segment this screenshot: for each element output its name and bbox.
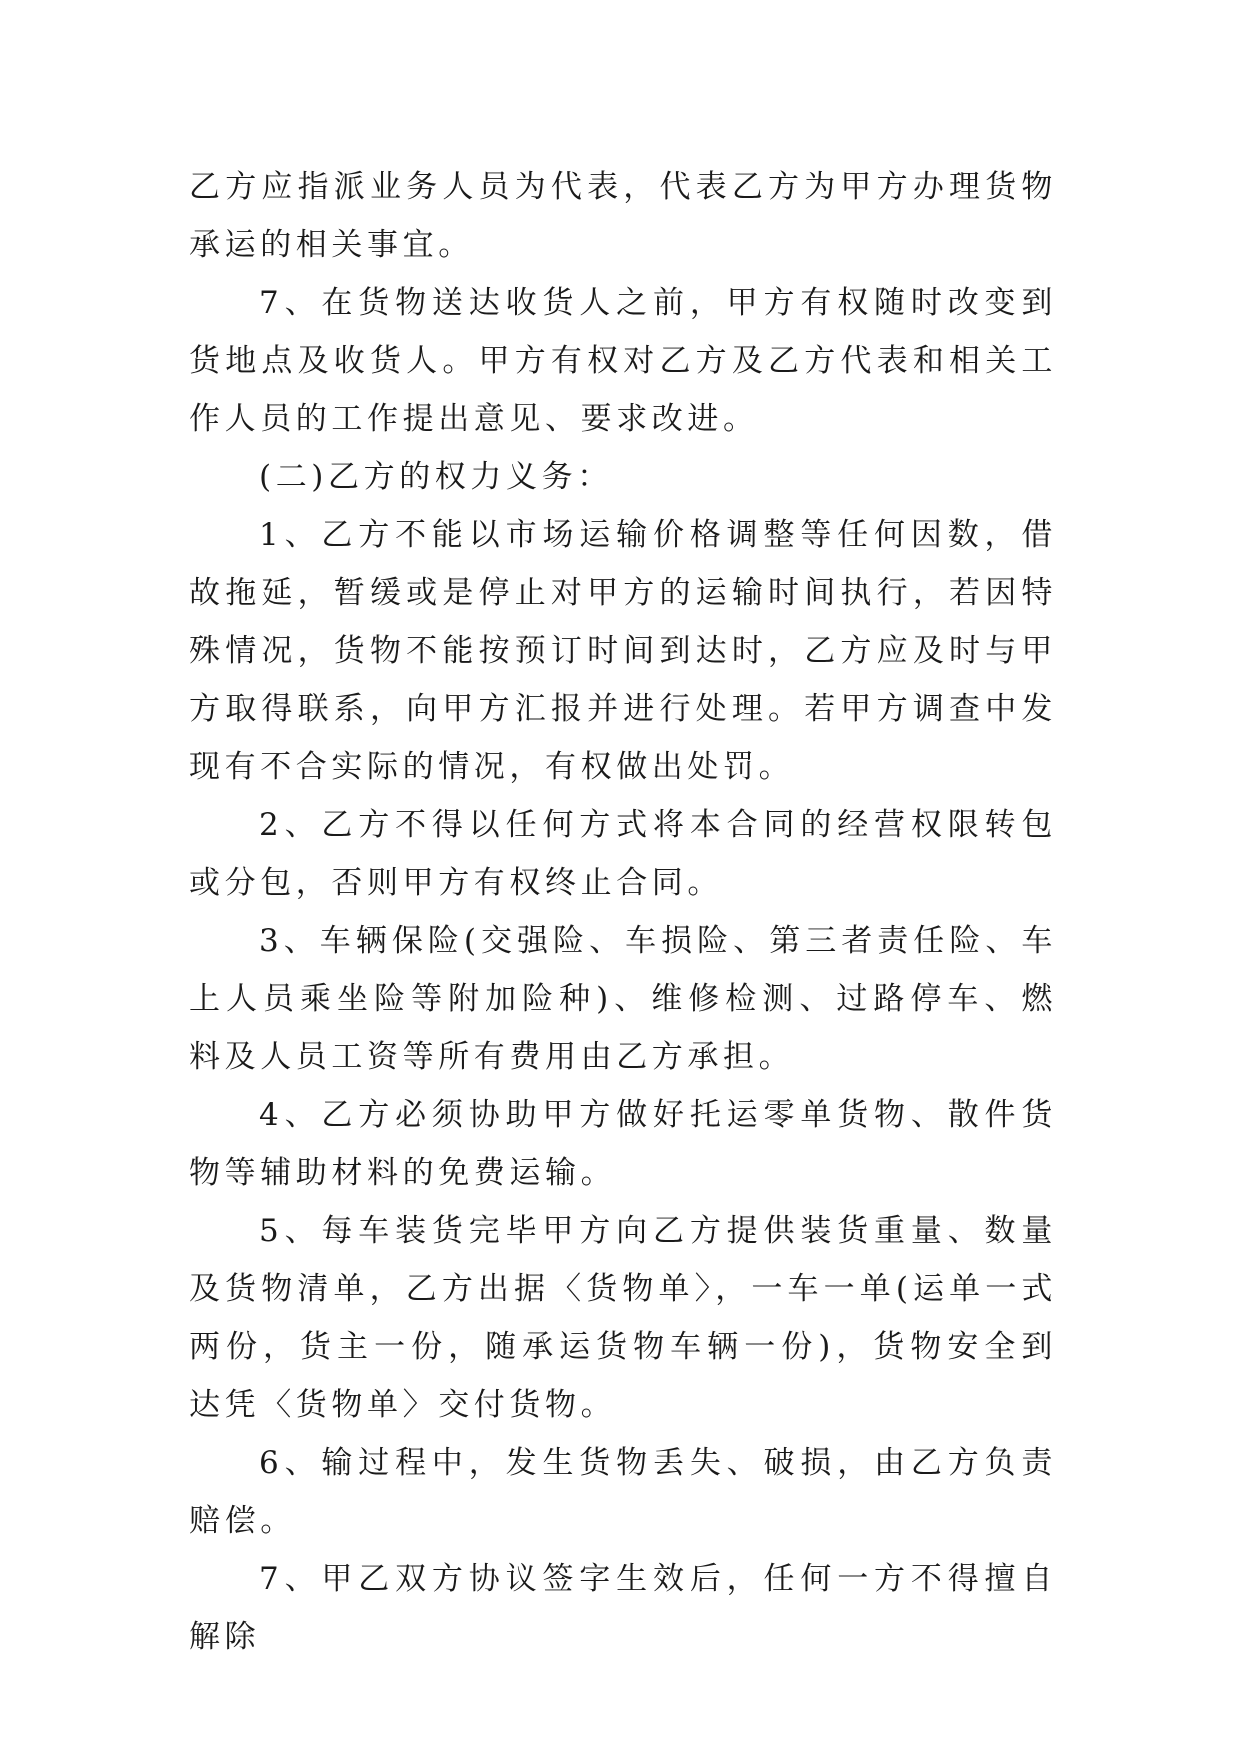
paragraph: 5、每车装货完毕甲方向乙方提供装货重量、数量及货物清单，乙方出据〈货物单〉，一车一单(运单一式两份，货主一份，随承运货物车辆一份)，货物安全到达凭〈货物单〉交付货物。 (189, 1213, 1057, 1423)
paragraph: 7、甲乙双方协议签字生效后，任何一方不得擅自解除 (189, 1561, 1057, 1655)
paragraph: 2、乙方不得以任何方式将本合同的经营权限转包或分包，否则甲方有权终止合同。 (189, 807, 1057, 901)
paragraph: 乙方应指派业务人员为代表，代表乙方为甲方办理货物承运的相关事宜。 (189, 169, 1057, 263)
section-heading: (二)乙方的权力义务： (259, 459, 613, 495)
paragraph: 6、输过程中，发生货物丢失、破损，由乙方负责赔偿。 (189, 1445, 1057, 1539)
paragraph: 1、乙方不能以市场运输价格调整等任何因数，借故拖延，暂缓或是停止对甲方的运输时间执行，若因特殊情况，货物不能按预订时间到达时，乙方应及时与甲方取得联系，向甲方汇报并进行处理。若甲方调查中发现有不合实际的情况，有权做出处罚。 (189, 517, 1057, 785)
paragraph: 3、车辆保险(交强险、车损险、第三者责任险、车上人员乘坐险等附加险种)、维修检测、过路停车、燃料及人员工资等所有费用由乙方承担。 (189, 923, 1057, 1075)
paragraph: 4、乙方必须协助甲方做好托运零单货物、散件货物等辅助材料的免费运输。 (189, 1097, 1057, 1191)
paragraph: 7、在货物送达收货人之前，甲方有权随时改变到货地点及收货人。甲方有权对乙方及乙方代表和相关工作人员的工作提出意见、要求改进。 (189, 285, 1057, 437)
document-body (189, 158, 1057, 1666)
